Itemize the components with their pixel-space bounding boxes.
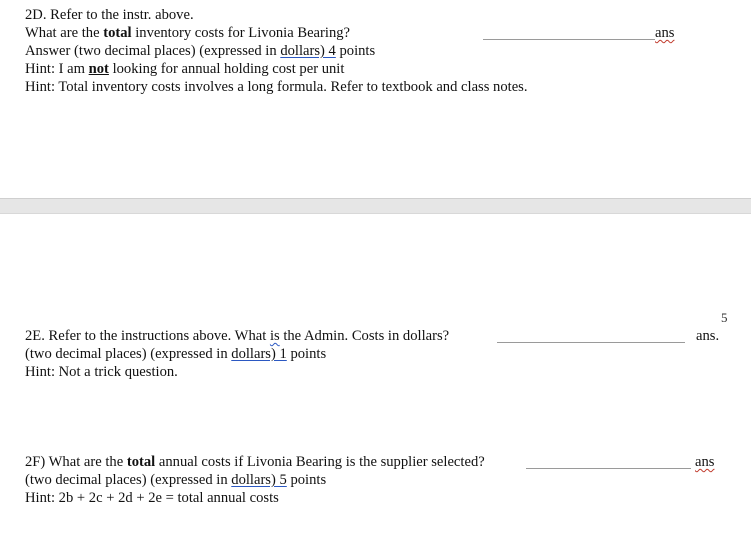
text: Answer (two decimal places) (expressed in xyxy=(25,43,281,59)
text: 2F) What are the xyxy=(25,454,127,470)
answer-blank[interactable] xyxy=(526,468,691,469)
answer-label: ans. xyxy=(696,328,720,344)
dollars-points-text: dollars) 1 xyxy=(231,346,287,362)
page-number: 5 xyxy=(721,310,728,325)
question-2d-instructions xyxy=(25,42,375,60)
question-2d-prompt xyxy=(25,24,350,42)
text: points xyxy=(286,346,327,362)
question-2d-hint-2: Hint: Total inventory costs involves a long formula. Refer to textbook and class notes. xyxy=(25,79,528,95)
document-page-top xyxy=(0,0,751,198)
text: Hint: I am xyxy=(25,61,89,77)
question-2e-prompt xyxy=(25,327,449,345)
text: What are the xyxy=(25,25,104,41)
answer-blank[interactable] xyxy=(483,39,655,40)
dollars-points-text: dollars) 5 xyxy=(231,472,287,488)
text: inventory costs for Livonia Bearing? xyxy=(131,25,351,41)
text: (two decimal places) (expressed in xyxy=(25,346,232,362)
bold-text: total xyxy=(126,454,156,470)
text: annual costs if Livonia Bearing is the supplier selected? xyxy=(155,454,485,470)
answer-blank[interactable] xyxy=(497,342,685,343)
question-2e-hint: Hint: Not a trick question. xyxy=(25,364,178,380)
text: the Admin. Costs in dollars? xyxy=(279,328,450,344)
grammar-flagged-text: is xyxy=(269,328,280,344)
bold-text: total xyxy=(103,25,132,41)
question-2d-hint-1 xyxy=(25,60,344,78)
text: points xyxy=(286,472,327,488)
question-2d-title: 2D. Refer to the instr. above. xyxy=(25,7,194,23)
text: looking for annual holding cost per unit xyxy=(108,61,345,77)
answer-label: ans xyxy=(655,25,675,41)
answer-label: ans xyxy=(695,454,715,470)
dollars-points-text: dollars) 4 xyxy=(280,43,336,59)
bold-underlined-text: not xyxy=(88,61,109,77)
text: (two decimal places) (expressed in xyxy=(25,472,232,488)
question-2f-hint: Hint: 2b + 2c + 2d + 2e = total annual costs xyxy=(25,490,279,506)
text: 2E. Refer to the instructions above. What xyxy=(25,328,270,344)
question-2f-instructions xyxy=(25,471,326,489)
question-2e-instructions xyxy=(25,345,326,363)
document-page-bottom xyxy=(0,214,751,539)
page-break xyxy=(0,198,751,214)
text: points xyxy=(335,43,376,59)
question-2f-prompt xyxy=(25,453,485,471)
